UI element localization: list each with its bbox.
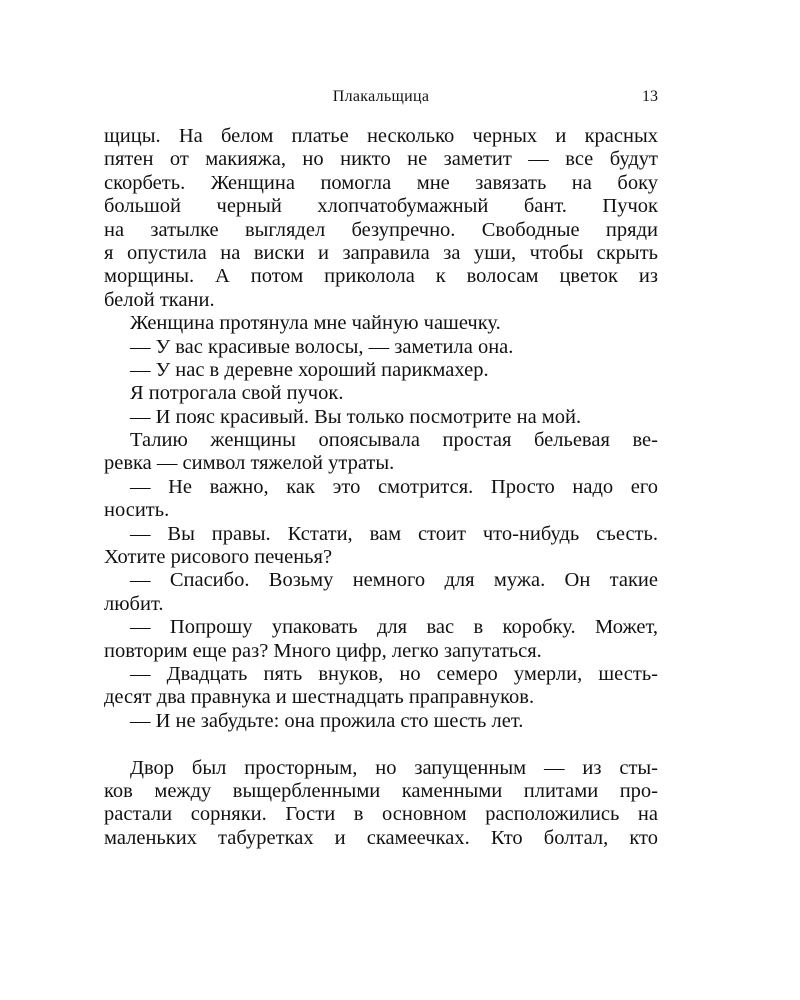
text-line: я опустила на виски и заправила за уши, чтобы скрыть <box>104 241 658 264</box>
text-line: белой ткани. <box>104 288 215 311</box>
text-body <box>104 125 658 850</box>
text-line: носить. <box>104 499 170 522</box>
text-line: — И пояс красивый. Вы только посмотрите на мой. <box>130 405 582 428</box>
text-line: десят два правнука и шестнадцать праправнуков. <box>104 686 535 709</box>
text-line: ков между выщербленными каменными плитами про- <box>104 779 658 802</box>
text-line: морщины. А потом приколола к волосам цветок из <box>104 265 658 288</box>
text-line: Талию женщины опоясывала простая бельевая ве- <box>130 429 658 452</box>
text-line: на затылке выглядел безупречно. Свободные пряди <box>104 218 658 241</box>
text-line: щицы. На белом платье несколько черных и красных <box>104 125 658 147</box>
page-number: 13 <box>642 88 658 105</box>
text-line: ревка — символ тяжелой утраты. <box>104 452 395 475</box>
text-line: маленьких табуретках и скамеечках. Кто болтал, кто <box>104 826 658 849</box>
section-break <box>104 733 658 756</box>
text-line: пятен от макияжа, но никто не заметит — все будут <box>104 148 658 171</box>
text-line: — Попрошу упаковать для вас в коробку. Может, <box>130 616 658 639</box>
text-line: Хотите рисового печенья? <box>104 546 333 569</box>
running-header <box>104 88 658 112</box>
text-line: — Двадцать пять внуков, но семеро умерли, шесть- <box>130 662 658 685</box>
text-line: — И не забудьте: она прожила сто шесть лет. <box>130 709 524 732</box>
text-line: Я потрогала свой пучок. <box>130 382 344 405</box>
text-line: — У нас в деревне хороший парикмахер. <box>130 358 489 381</box>
text-line: Двор был просторным, но запущенным — из сты- <box>130 756 658 779</box>
text-line: — Не важно, как это смотрится. Просто надо его <box>130 475 658 498</box>
text-line: Женщина протянула мне чайную чашечку. <box>130 312 501 335</box>
text-line: растали сорняки. Гости в основном расположились на <box>104 803 658 826</box>
text-line: любит. <box>104 592 164 615</box>
text-line: — Спасибо. Возьму немного для мужа. Он такие <box>130 569 658 592</box>
text-line: — Вы правы. Кстати, вам стоит что-нибудь съесть. <box>130 522 658 545</box>
text-line: большой черный хлопчатобумажный бант. Пучок <box>104 195 658 218</box>
text-line: повторим еще раз? Много цифр, легко запутаться. <box>104 639 542 662</box>
running-title: Плакальщица <box>332 88 430 105</box>
text-line: скорбеть. Женщина помогла мне завязать на боку <box>104 171 658 194</box>
text-line: — У вас красивые волосы, — заметила она. <box>130 335 514 358</box>
